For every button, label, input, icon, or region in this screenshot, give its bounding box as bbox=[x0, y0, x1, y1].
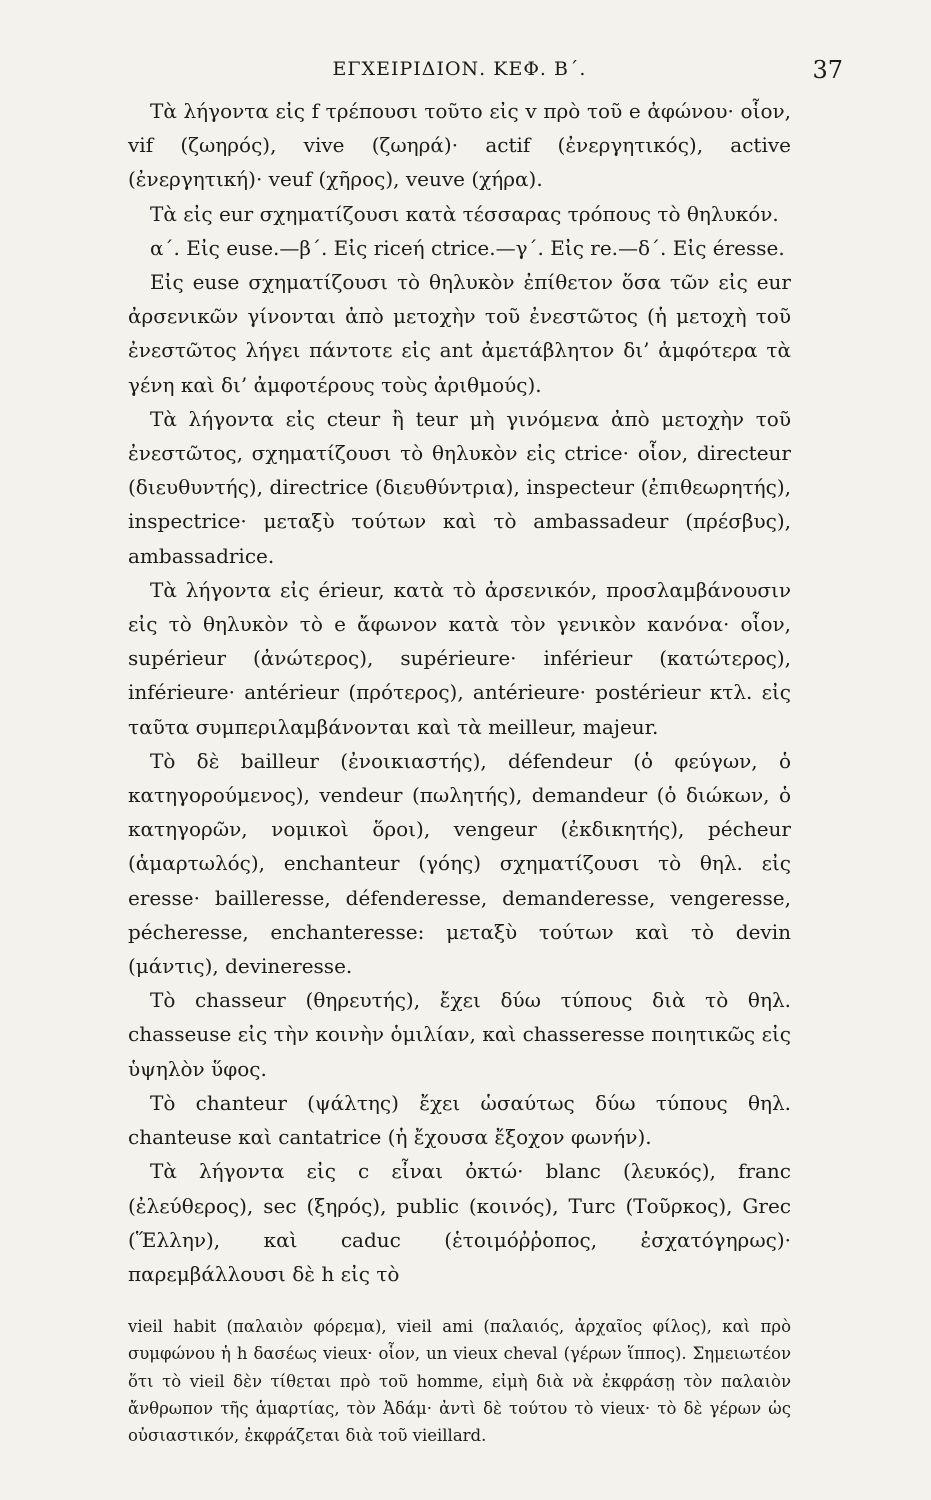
paragraph: Τὸ chasseur (θηρευτής), ἔχει δύω τύπους διὰ τὸ θηλ. chasseuse εἰς τὴν κοινὴν ὁμιλίαν, καὶ chasseresse ποιητικῶς εἰς ὑψηλὸν ὕφος. bbox=[128, 988, 791, 1081]
paragraph: Τὰ λήγοντα εἰς érieur, κατὰ τὸ ἀρσενικόν, προσλαμβάνουσιν εἰς τὸ θηλυκὸν τὸ e ἄφωνον κατὰ τὸν γενικὸν κανόνα· οἷον, supérieur (ἀνώτερος), supérieure· inférieur (κατώτερος), inférieure· antérieur (πρότερος), antérieure· postérieur κτλ. εἰς ταῦτα συμπεριλαμβάνονται καὶ τὰ meilleur, majeur. bbox=[128, 577, 791, 739]
paragraph: Τὰ λήγοντα εἰς f τρέπουσι τοῦτο εἰς v πρὸ τοῦ e ἀφώνου· οἷον, vif (ζωηρός), vive (ζωηρά)· actif (ἐνεργητικός), active (ἐνεργητική)· veuf (χῆρος), veuve (χήρα). bbox=[128, 99, 791, 192]
paragraph: α΄. Εἰς euse.—β΄. Εἰς riceή ctrice.—γ΄. Εἰς re.—δ΄. Εἰς éresse. bbox=[150, 235, 785, 260]
body-text bbox=[128, 94, 791, 1291]
paragraph: Τὰ λήγοντα εἰς c εἶναι ὀκτώ· blanc (λευκός), franc (ἐλεύθερος), sec (ξηρός), public (κοινός), Turc (Τοῦρκος), Grec (Ἕλλην), καὶ caduc (ἑτοιμόῤῥοπος, ἐσχατόγηρως)· παρεμβάλλουσι δὲ h εἰς τὸ bbox=[128, 1159, 791, 1286]
paragraph: Τὰ εἰς eur σχηματίζουσι κατὰ τέσσαρας τρόπους τὸ θηλυκόν. bbox=[150, 201, 779, 226]
paragraph: Τὸ chanteur (ψάλτης) ἔχει ὡσαύτως δύω τύπους θηλ. chanteuse καὶ cantatrice (ἡ ἔχουσα ἔξοχον φωνήν). bbox=[128, 1090, 791, 1150]
page-number: 37 bbox=[812, 56, 843, 84]
page-header bbox=[128, 56, 843, 88]
paragraph: Τὸ δὲ bailleur (ἐνοικιαστής), défendeur (ὁ φεύγων, ὁ κατηγορούμενος), vendeur (πωλητής), demandeur (ὁ διώκων, ὁ κατηγορῶν, νομικοὶ ὅροι), vengeur (ἐκδικητής), pécheur (ἁμαρτωλός), enchanteur (γόης) σχηματίζουσι τὸ θηλ. εἰς eresse· bailleresse, défenderesse, demanderesse, vengeresse, pécheresse, enchanteresse: μεταξὺ τούτων καὶ τὸ devin (μάντις), devineresse. bbox=[128, 748, 791, 979]
footnote bbox=[128, 1313, 791, 1449]
footnote-text: vieil habit (παλαιὸν φόρεμα), vieil ami (παλαιός, ἀρχαῖος φίλος), καὶ πρὸ συμφώνου ἡ h δασέως vieux· οἷον, un vieux cheval (γέρων ἵππος). Σημειωτέον ὅτι τὸ vieil δὲν τίθεται πρὸ τοῦ homme, εἰμὴ διὰ νὰ ἐκφράσῃ τὸν παλαιὸν ἄνθρωπον τῆς ἁμαρτίας, τὸν Ἀδάμ· ἀντὶ δὲ τούτου τὸ vieux· τὸ δὲ γέρων ὡς οὐσιαστικόν, ἐκφράζεται διὰ τοῦ vieillard. bbox=[128, 1317, 791, 1445]
paragraph: Εἰς euse σχηματίζουσι τὸ θηλυκὸν ἐπίθετον ὅσα τῶν εἰς eur ἀρσενικῶν γίνονται ἀπὸ μετοχὴν τοῦ ἐνεστῶτος (ἡ μετοχὴ τοῦ ἐνεστῶτος λήγει πάντοτε εἰς ant ἀμετάβλητον δι’ ἀμφότερα τὰ γένη καὶ δι’ ἀμφοτέρους τοὺς ἀριθμούς). bbox=[128, 270, 791, 397]
paragraph: Τὰ λήγοντα εἰς cteur ἢ teur μὴ γινόμενα ἀπὸ μετοχὴν τοῦ ἐνεστῶτος, σχηματίζουσι τὸ θηλυκὸν εἰς ctrice· οἷον, directeur (διευθυντής), directrice (διευθύντρια), inspecteur (ἐπιθεωρητής), inspectrice· μεταξὺ τούτων καὶ τὸ ambassadeur (πρέσβυς), ambassadrice. bbox=[128, 406, 791, 568]
running-head: ΕΓΧΕΙΡΙΔΙΟΝ. ΚΕΦ. Β΄. bbox=[332, 58, 587, 80]
